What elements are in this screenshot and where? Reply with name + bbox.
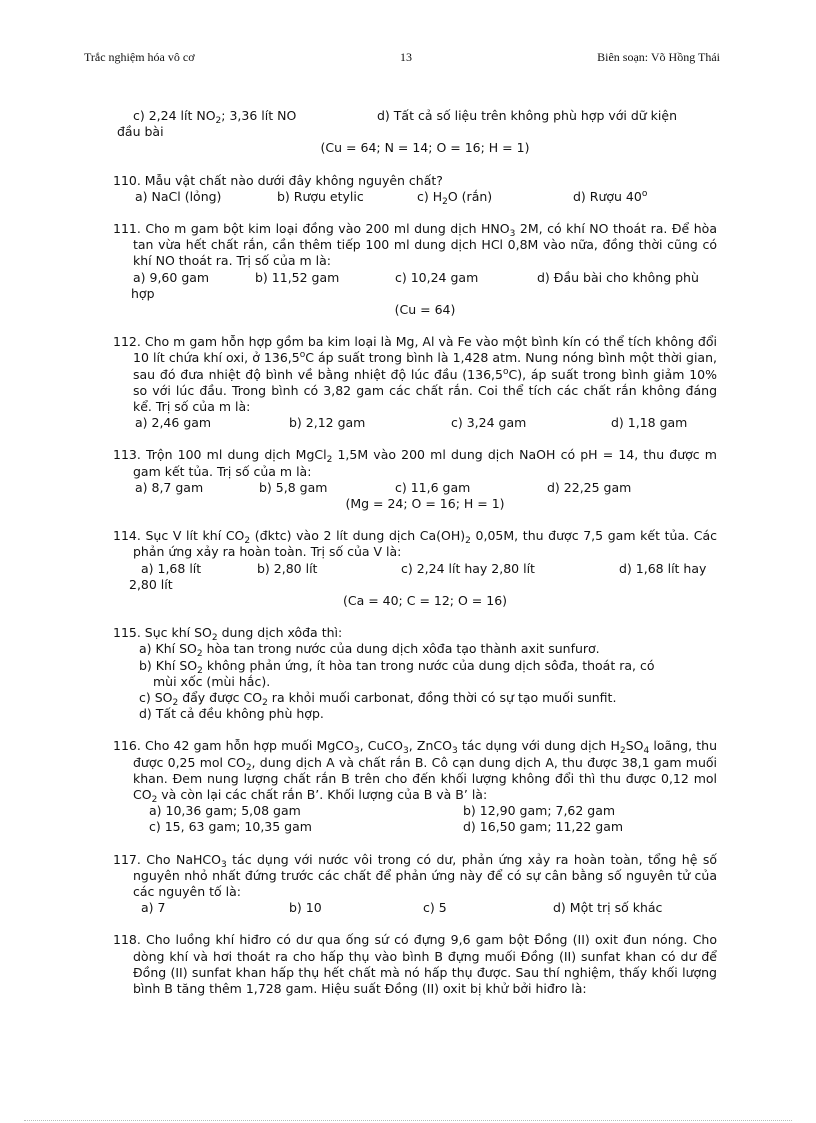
option-d: d) 16,50 gam; 11,22 gam xyxy=(463,819,624,835)
option-c: c) 10,24 gam xyxy=(395,269,479,285)
question-stem: 112. Cho m gam hỗn hợp gồm ba kim loại là Mg, Al và Fe vào một bình kín có thể tích không đổi 10 lít chứa khí oxi, ở 136,5$^o$C áp suất trong bình là 1,428 atm. Nung nóng bình một thời gian, sau đó đưa nhiệt độ bình về bằng nhiệt độ lúc đầu (136,5$^o$C), áp suất trong bình giảm 10% so với lúc đầu. Trong bình có 3,82 gam các chất rắn. Coi thể tích các chất rắn không đáng kể. Trị số của m là: xyxy=(113,334,717,414)
question-stem: 118. Cho luồng khí hiđro có dư qua ống sứ có đựng 9,6 gam bột Đồng (II) oxit đun nóng. Cho dòng khí và hơi thoát ra cho hấp thụ vào bình B đựng muối Đồng (II) sunfat khan có dư để Đồng (II) sunfat khan hấp thụ hết chất mà nó hấp thụ được. Sau thí nghiệm, thấy khối lượng bình B tăng thêm 1,728 gam. Hiệu suất Đồng (II) oxit bị khử bởi hiđro là: xyxy=(113,932,717,996)
question-114 xyxy=(113,528,717,609)
header-right: Biên soạn: Võ Hồng Thái xyxy=(597,50,720,64)
option-d: d) Rượu 40$^o$ xyxy=(573,188,648,204)
option-d: d) Tất cả số liệu trên không phù hợp với dữ kiện xyxy=(377,108,677,123)
option-c: c) 11,6 gam xyxy=(395,479,471,495)
options-row xyxy=(133,415,717,431)
option-c: c) $SO_2$ đẩy được $CO_2$ ra khỏi muối carbonat, đồng thời có sự tạo muối sunfit. xyxy=(139,690,617,708)
option-d-cont: đầu bài xyxy=(117,124,164,140)
option-c: c) $H_2O$ (rắn) xyxy=(417,188,493,207)
option-d: d) 22,25 gam xyxy=(547,479,632,495)
option-a: a) 2,46 gam xyxy=(135,415,212,431)
option-c: c) 2,24 lít $NO_2$; 3,36 lít NO xyxy=(133,108,297,126)
question-stem: 113. Trộn 100 ml dung dịch MgCl$_2$ 1,5M vào 200 ml dung dịch NaOH có pH = 14, thu được m gam kết tủa. Trị số của m là: xyxy=(113,447,717,479)
page-bottom-rule xyxy=(24,1120,792,1121)
option-a: a) Khí $SO_2$ hòa tan trong nước của dung dịch xôđa tạo thành axit sunfurơ. xyxy=(139,641,600,660)
option-d-cont: hợp xyxy=(131,285,155,301)
option-d-cont: 2,80 lít xyxy=(129,576,173,592)
question-118 xyxy=(113,932,717,997)
option-b: b) 12,90 gam; 7,62 gam xyxy=(463,803,616,819)
option-a: a) 1,68 lít xyxy=(141,560,202,576)
question-111 xyxy=(113,220,717,318)
options-row xyxy=(133,189,717,205)
question-stem: 114. Sục V lít khí $CO_2$ (đktc) vào 2 lít dung dịch $Ca(OH)_2$ 0,05M, thu được 7,5 gam kết tủa. Các phản ứng xảy ra hoàn toàn. Trị số của V là: xyxy=(113,528,717,560)
question-113 xyxy=(113,447,717,512)
options-row xyxy=(133,819,717,835)
option-b-cont: mùi xốc (mùi hắc). xyxy=(153,673,271,689)
option-c: c) 5 xyxy=(423,900,447,916)
question-stem: 110. Mẫu vật chất nào dưới đây không nguyên chất? xyxy=(113,172,443,188)
options-row xyxy=(133,270,717,286)
question-112 xyxy=(113,334,717,431)
question-stem: 111. Cho m gam bột kim loại đồng vào 200 ml dung dịch $HNO_3$ 2M, có khí NO thoát ra. Để hòa tan vừa hết chất rắn, cần thêm tiếp 100 ml dung dịch HCl 0,8M vào nữa, đồng thời cũng có khí NO thoát ra. Trị số của m là: xyxy=(113,220,717,269)
option-b: b) 2,12 gam xyxy=(289,415,366,431)
atomic-masses: (Cu = 64) xyxy=(394,301,456,317)
question-stem: 115. Sục khí $SO_2$ dung dịch xôđa thì: xyxy=(113,625,343,644)
option-b: b) 5,8 gam xyxy=(259,479,328,495)
question-109-cont xyxy=(117,108,717,157)
question-110 xyxy=(113,172,717,207)
page-content xyxy=(113,108,718,997)
option-b: b) Khí $SO_2$ không phản ứng, ít hòa tan trong nước của dung dịch sôđa, thoát ra, có xyxy=(139,657,655,676)
option-d: d) Tất cả đều không phù hợp. xyxy=(139,706,324,722)
option-b: b) 11,52 gam xyxy=(255,269,340,285)
option-d: d) Một trị số khác xyxy=(553,900,663,916)
option-d: d) 1,68 lít hay xyxy=(619,560,707,576)
question-stem: 117. Cho NaHCO$_3$ tác dụng với nước vôi trong có dư, phản ứng xảy ra hoàn toàn, tổng hệ số nguyên nhỏ nhất đứng trước các chất để phản ứng này để có sự cân bằng số nguyên tử của các nguyên tố là: xyxy=(113,851,718,899)
question-117 xyxy=(113,851,718,917)
option-c: c) 15, 63 gam; 10,35 gam xyxy=(149,819,312,835)
option-a: a) 10,36 gam; 5,08 gam xyxy=(149,803,301,819)
question-116 xyxy=(113,738,718,835)
options-row xyxy=(133,561,717,577)
option-a: a) 8,7 gam xyxy=(135,479,204,495)
option-a: a) NaCl (lỏng) xyxy=(135,188,222,204)
header-left: Trắc nghiệm hóa vô cơ xyxy=(84,50,195,64)
option-c: c) 3,24 gam xyxy=(451,415,527,431)
question-stem: 116. Cho 42 gam hỗn hợp muối MgCO$_3$, CuCO$_3$, ZnCO$_3$ tác dụng với dung dịch $H_2SO_4$ loãng, thu được 0,25 mol $CO_2$, dung dịch A và chất rắn B. Cô cạn dung dịch A, thu được 38,1 gam muối khan. Đem nung lượng chất rắn B trên cho đến khối lượng không đổi thì thu được 0,12 mol $CO_2$ và còn lại các chất rắn B’. Khối lượng của B và B’ là: xyxy=(113,738,718,806)
option-a: a) 7 xyxy=(141,900,166,916)
atomic-masses: (Cu = 64; N = 14; O = 16; H = 1) xyxy=(320,140,530,156)
options-row xyxy=(133,803,717,819)
option-a: a) 9,60 gam xyxy=(133,269,210,285)
question-115 xyxy=(113,625,717,722)
option-d: d) 1,18 gam xyxy=(611,415,688,431)
option-b: b) Rượu etylic xyxy=(277,188,364,204)
options-row xyxy=(133,108,717,124)
option-b: b) 10 xyxy=(289,900,322,916)
page-number: 13 xyxy=(400,50,412,64)
options-row xyxy=(133,900,717,916)
atomic-masses: (Ca = 40; C = 12; O = 16) xyxy=(342,592,508,608)
options-row xyxy=(133,480,717,496)
atomic-masses: (Mg = 24; O = 16; H = 1) xyxy=(345,495,505,511)
option-b: b) 2,80 lít xyxy=(257,560,318,576)
option-c: c) 2,24 lít hay 2,80 lít xyxy=(401,560,535,576)
option-d: d) Đầu bài cho không phù xyxy=(537,269,699,285)
